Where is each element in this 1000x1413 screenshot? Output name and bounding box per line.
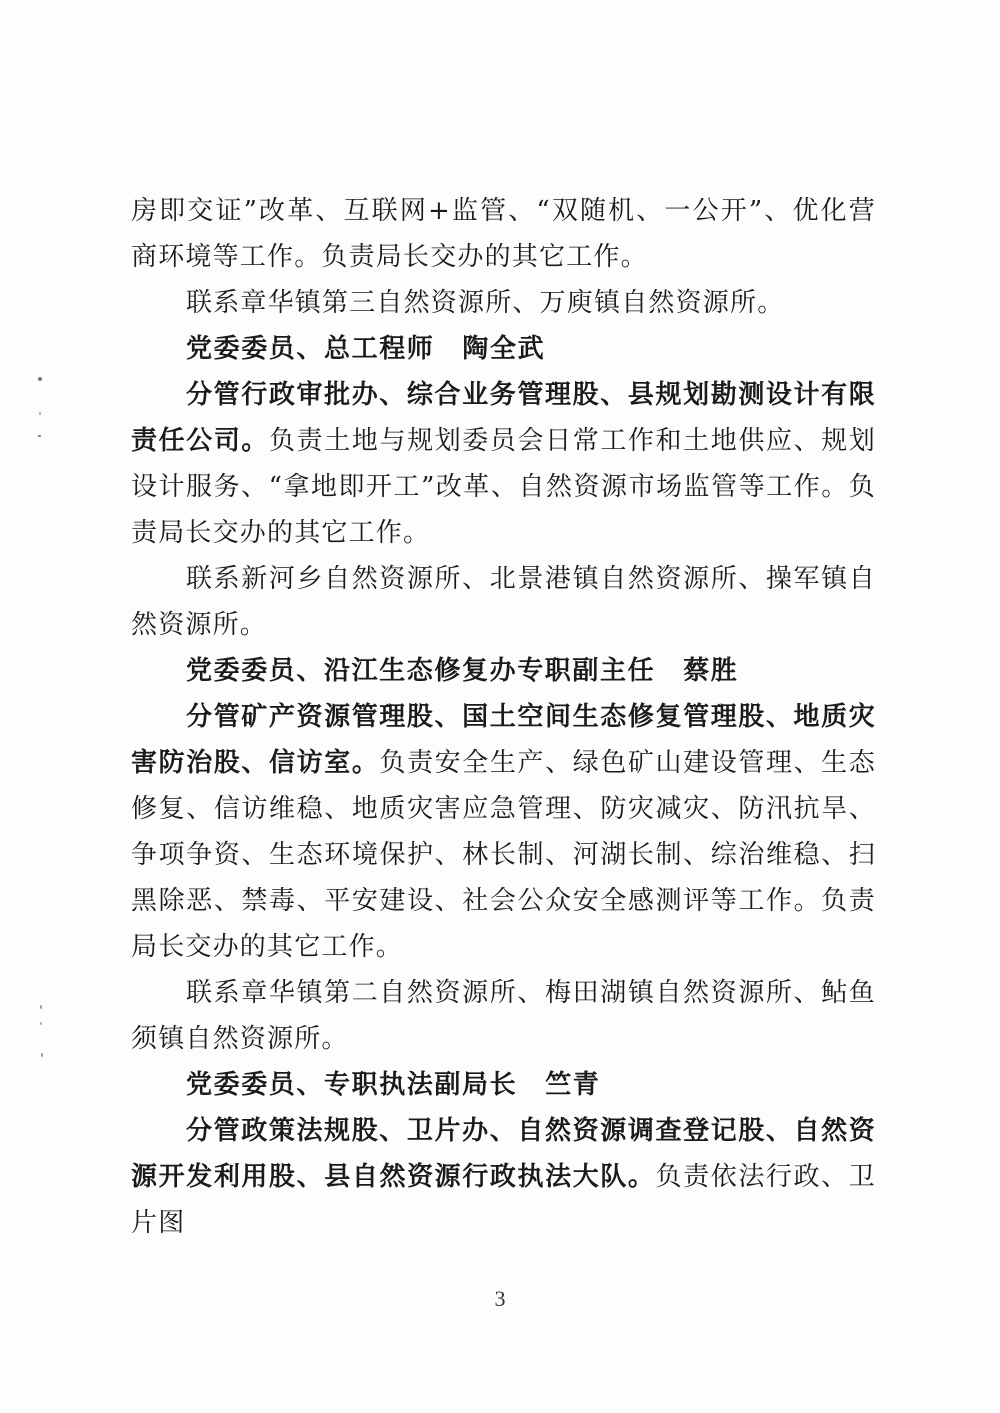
- paragraph-continuation: [131, 188, 876, 280]
- section-liaison-1: [131, 556, 876, 648]
- section-heading-2: [131, 648, 876, 694]
- paragraph-liaison-1: [131, 280, 876, 326]
- duties-bold: 分管行政审批办、综合业务管理股、县规划勘测设计有限责任公司。: [131, 380, 876, 456]
- liaison-text: 联系新河乡自然资源所、北景港镇自然资源所、操军镇自然资源所。: [131, 564, 876, 640]
- document-body: [131, 188, 876, 1246]
- duties-text: 负责安全生产、绿色矿山建设管理、生态修复、信访维稳、地质灾害应急管理、防灾减灾、防汛抗旱、争项争资、生态环境保护、林长制、河湖长制、综治维稳、扫黑除恶、禁毒、平安建设、社会公众安全感测评等工作。负责局长交办的其它工作。: [131, 748, 876, 962]
- duties-bold: 分管政策法规股、卫片办、自然资源调查登记股、自然资源开发利用股、县自然资源行政执法大队。: [131, 1116, 876, 1192]
- section-duties-2: [131, 694, 876, 970]
- section-duties-3: [131, 1108, 876, 1246]
- section-title: 党委委员、专职执法副局长: [186, 1070, 518, 1100]
- official-name: 蔡胜: [683, 656, 739, 686]
- section-liaison-2: [131, 970, 876, 1062]
- liaison-text: 联系章华镇第三自然资源所、万庾镇自然资源所。: [186, 288, 785, 318]
- liaison-text: 联系章华镇第二自然资源所、梅田湖镇自然资源所、鲇鱼须镇自然资源所。: [131, 978, 876, 1054]
- scan-speck: [41, 1053, 43, 1057]
- scan-speck: [38, 435, 41, 437]
- scan-speck: [38, 377, 42, 381]
- official-name: 竺青: [545, 1070, 601, 1100]
- scan-speck: [39, 412, 41, 415]
- scan-speck: [40, 1005, 42, 1009]
- section-heading-1: [131, 326, 876, 372]
- page-number: 3: [494, 1286, 506, 1311]
- duties-text: 负责土地与规划委员会日常工作和土地供应、规划设计服务、“拿地即开工”改革、自然资源市场监管等工作。负责局长交办的其它工作。: [131, 426, 876, 548]
- section-heading-3: [131, 1062, 876, 1108]
- scan-speck: [40, 1022, 42, 1025]
- continuation-text: 房即交证”改革、互联网+监管、“双随机、一公开”、优化营商环境等工作。负责局长交办的其它工作。: [131, 196, 876, 272]
- duties-bold: 分管矿产资源管理股、国土空间生态修复管理股、地质灾害防治股、信访室。: [131, 702, 876, 778]
- section-title: 党委委员、总工程师: [186, 334, 435, 364]
- section-title: 党委委员、沿江生态修复办专职副主任: [186, 656, 656, 686]
- official-name: 陶全武: [462, 334, 546, 364]
- duties-text: 负责依法行政、卫片图: [131, 1162, 876, 1238]
- section-duties-1: [131, 372, 876, 556]
